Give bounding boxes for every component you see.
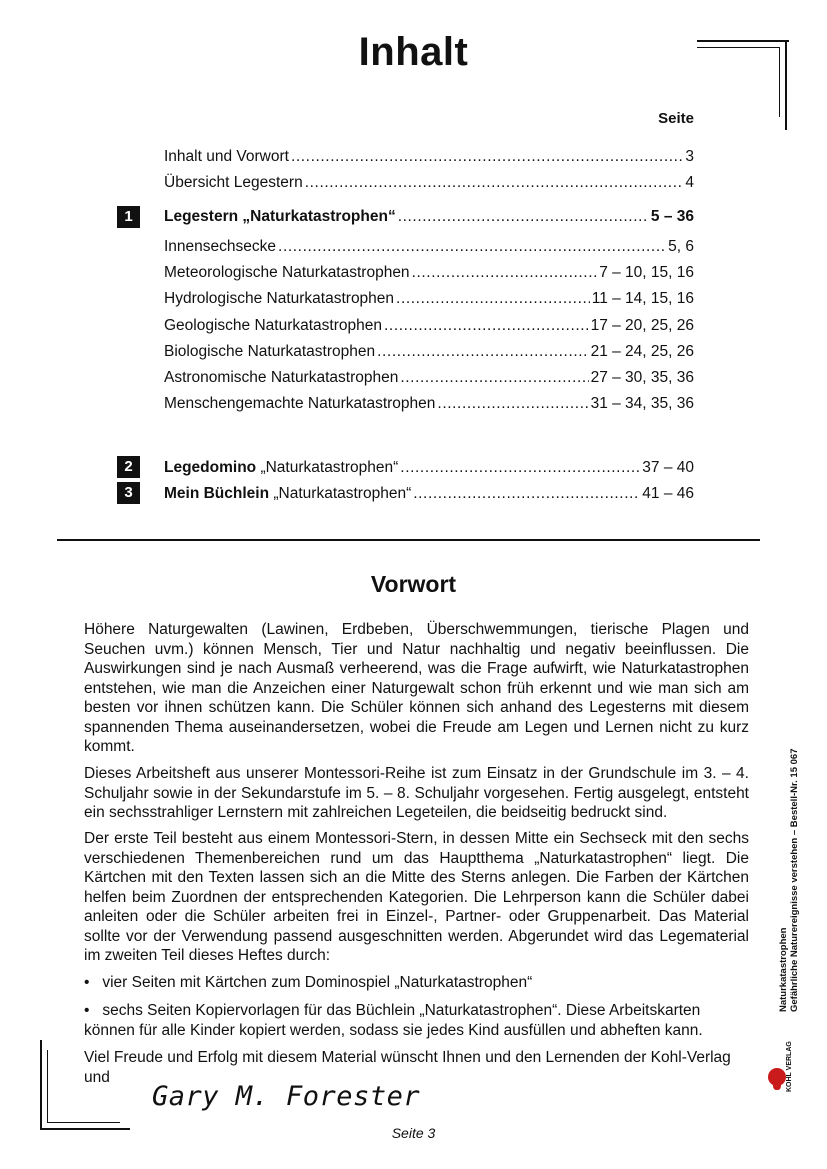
- toc-pages: 5, 6: [668, 238, 694, 255]
- vorwort-bullet-1: • vier Seiten mit Kärtchen zum Dominospiel „Naturkatastrophen“: [84, 974, 533, 991]
- author-signature: Gary M. Forester: [152, 1081, 421, 1112]
- toc-title: Menschengemachte Naturkatastrophen: [164, 395, 436, 412]
- toc-row[interactable]: [164, 289, 694, 309]
- toc-pages: 7 – 10, 15, 16: [599, 264, 694, 281]
- toc-pages: 21 – 24, 25, 26: [590, 343, 694, 360]
- bullet-text: sechs Seiten Kopiervorlagen für das Büchlein „Naturkatastrophen“. Diese Arbeitskarten können für alle Kinder kopiert werden, sodass sie jedes Kind ausfüllen und abheften kann.: [84, 1002, 703, 1039]
- corner-frame-bottom-left-v: [40, 1040, 42, 1130]
- toc-title: Hydrologische Naturkatastrophen: [164, 290, 395, 307]
- toc-row[interactable]: [164, 342, 694, 362]
- toc-leader: [384, 316, 589, 336]
- toc-leader: [412, 263, 598, 283]
- section-number-2: 2: [117, 456, 140, 478]
- sidebar-line-2: Gefährliche Naturereignisse verstehen – Bestell-Nr. 15 067: [789, 748, 800, 1012]
- toc-section-pages: 41 – 46: [642, 485, 694, 502]
- toc-section-pages: 5 – 36: [650, 208, 694, 225]
- toc-section-title-bold: Legedomino: [164, 459, 257, 476]
- bullet-text: vier Seiten mit Kärtchen zum Dominospiel „Naturkatastrophen“: [102, 974, 533, 991]
- section-number-3: 3: [117, 482, 140, 504]
- toc-section-title: [164, 458, 398, 478]
- toc-leader: [396, 289, 590, 309]
- page-column-label: Seite: [658, 110, 694, 127]
- toc-title: Meteorologische Naturkatastrophen: [164, 264, 410, 281]
- toc-leader: [278, 237, 666, 257]
- toc-leader: [291, 147, 683, 167]
- corner-frame-bottom-left-v2: [47, 1050, 48, 1123]
- corner-frame-bottom-left-h2: [47, 1122, 120, 1123]
- toc-row[interactable]: [164, 147, 694, 167]
- toc-title: Astronomische Naturkatastrophen: [164, 369, 399, 386]
- toc-section-1[interactable]: [164, 207, 694, 227]
- toc-pages: 17 – 20, 25, 26: [590, 317, 694, 334]
- section-number-1: 1: [117, 206, 140, 228]
- sidebar-publisher-info: [778, 749, 800, 1013]
- kohl-verlag-logo-icon: [768, 1068, 786, 1086]
- toc-row[interactable]: [164, 263, 694, 283]
- vorwort-paragraph-3: Der erste Teil besteht aus einem Montessori-Stern, in dessen Mitte ein Sechseck mit den sechs verschiedenen Themenbereichen rund um das Hauptthema „Naturkatastrophen“ liegt. Die Kärtchen mit den Texten lassen sich an die Mitte des Sterns anlegen. Die Farben der Kärtchen helfen beim Zuordnen der entsprechenden Kategorien. Die Lehrperson kann die Schüler dabei anleiten oder die Schüler arbeiten frei in Einzel-, Partner- oder Gruppenarbeit. Das Material sollte vor der Verwendung passend ausgeschnitten werden. Abgerundet wird das Legematerial im zweiten Teil dieses Heftes durch:: [84, 830, 749, 964]
- toc-row[interactable]: [164, 237, 694, 257]
- toc-pages: 3: [685, 148, 694, 165]
- page-title: Inhalt: [358, 30, 469, 74]
- toc-section-title: Legestern „Naturkatastrophen“: [164, 208, 396, 225]
- toc-section-title: [164, 484, 411, 504]
- vorwort-title: Vorwort: [370, 571, 457, 597]
- toc-section-2[interactable]: [164, 458, 694, 478]
- sidebar-line-1: Naturkatastrophen: [778, 927, 789, 1012]
- vorwort-bullet-2: • sechs Seiten Kopiervorlagen für das Büchlein „Naturkatastrophen“. Diese Arbeitskarten können für alle Kinder kopiert werden, sodass sie jedes Kind ausfüllen und abheften kann.: [84, 1002, 703, 1039]
- toc-leader: [400, 458, 640, 478]
- toc-section-title-rest: „Naturkatastrophen“: [269, 485, 412, 502]
- kohl-verlag-logo-text: KOHL VERLAG: [786, 1041, 793, 1092]
- vorwort-paragraph-2: Dieses Arbeitsheft aus unserer Montessori-Reihe ist zum Einsatz in der Grundschule im 3. – 4. Schuljahr sowie in der Sekundarstufe im 5. – 8. Schuljahr vorgesehen. Fertig ausgelegt, entsteht ein sechsstrahliger Lernstern mit zahlreichen Legeteilen, die beidseitig bedruckt sind.: [84, 765, 749, 821]
- toc-title: Innensechsecke: [164, 238, 277, 255]
- toc-leader: [305, 173, 684, 193]
- toc-section-3[interactable]: [164, 484, 694, 504]
- vorwort-closing: Viel Freude und Erfolg mit diesem Material wünscht Ihnen und den Lernenden der Kohl-Verlag und: [84, 1049, 731, 1086]
- toc-pages: 11 – 14, 15, 16: [591, 290, 694, 307]
- toc-row[interactable]: [164, 173, 694, 193]
- toc-title: Übersicht Legestern: [164, 174, 303, 191]
- toc-section-pages: 37 – 40: [642, 459, 694, 476]
- toc-pages: 4: [685, 174, 694, 191]
- toc-leader: [400, 368, 588, 388]
- toc-title: Biologische Naturkatastrophen: [164, 343, 376, 360]
- toc-leader: [377, 342, 588, 362]
- toc-leader: [413, 484, 640, 504]
- vorwort-paragraph-1: Höhere Naturgewalten (Lawinen, Erdbeben, Überschwemmungen, tierische Plagen und Seuchen uvm.) können Mensch, Tier und Natur nachhaltig und negativ beeinflussen. Die Auswirkungen sind je nach Ausmaß verheerend, was die Frage aufwirft, wie Naturkatastrophen entstehen, wie man die Anzeichen einer Naturgewalt schon früh erkennt und wie man sich am besten vor ihnen schützen kann. Die Schüler können sich anhand des Legesterns mit diesem spannenden Thema auseinandersetzen, wobei die Freude am Legen und Lernen nicht zu kurz kommt.: [84, 621, 749, 755]
- toc-section-title-rest: „Naturkatastrophen“: [256, 459, 399, 476]
- toc-title: Geologische Naturkatastrophen: [164, 317, 382, 334]
- toc-row[interactable]: [164, 368, 694, 388]
- toc-title: Inhalt und Vorwort: [164, 148, 289, 165]
- page-number: Seite 3: [391, 1125, 436, 1141]
- toc-section-title-bold: Mein Büchlein: [164, 485, 270, 502]
- toc-row[interactable]: [164, 316, 694, 336]
- toc-leader: [398, 207, 649, 227]
- toc-row[interactable]: [164, 394, 694, 414]
- section-divider: [57, 539, 760, 541]
- toc-pages: 31 – 34, 35, 36: [590, 395, 694, 412]
- toc-leader: [437, 394, 588, 414]
- toc-pages: 27 – 30, 35, 36: [590, 369, 694, 386]
